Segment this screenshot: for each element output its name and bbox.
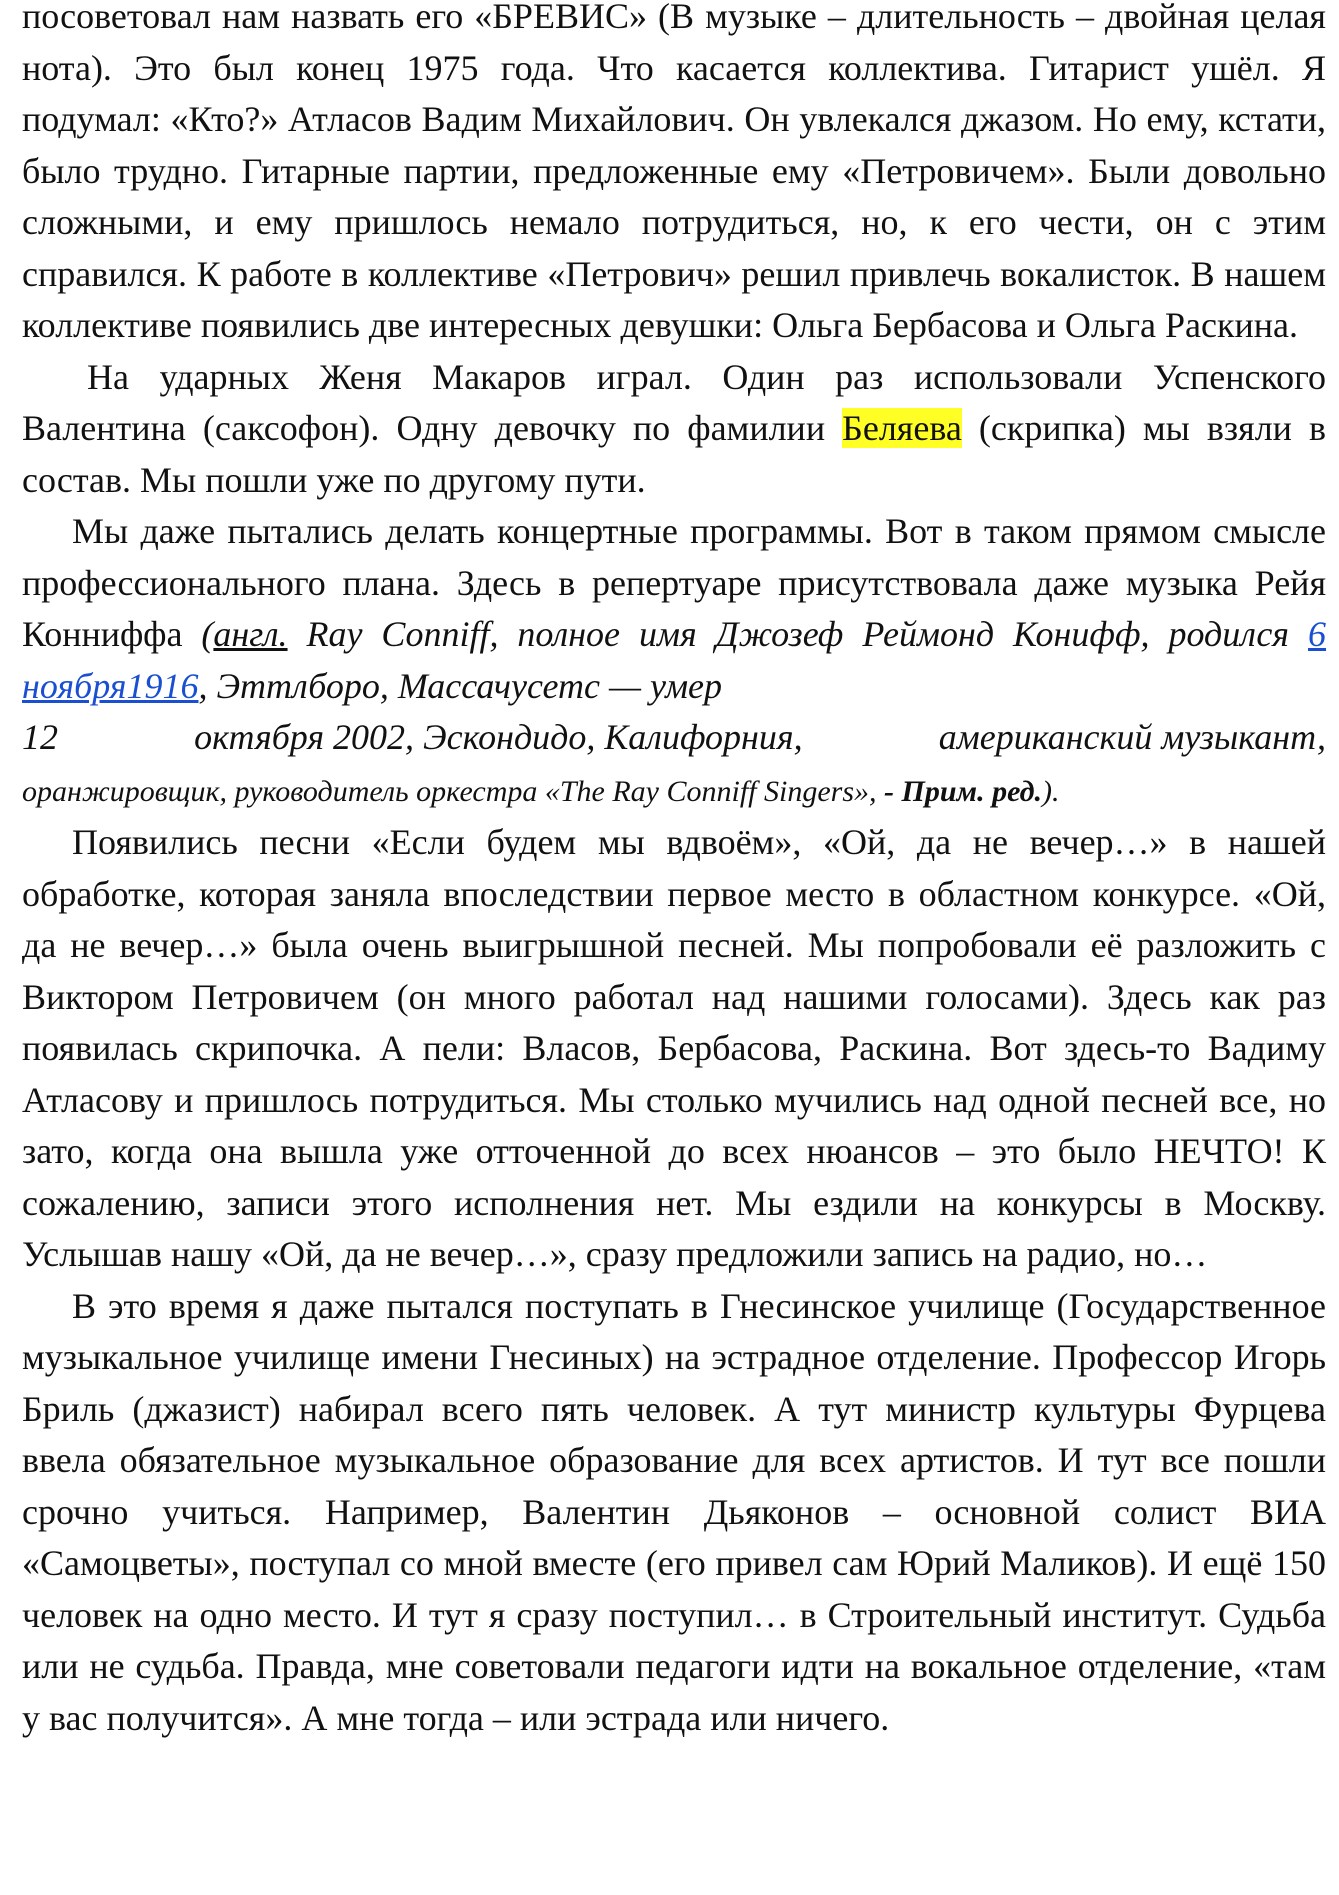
highlighted-word: Беляева: [842, 408, 962, 448]
editor-note: - Прим. ред.: [884, 774, 1043, 808]
link-birth-date[interactable]: 6 ноября1916: [22, 614, 1327, 706]
paragraph-3: [22, 506, 1326, 712]
paragraph-2-text-a: На ударных Женя Макаров играл. Один раз использовали Успенского Валентина (саксофон). Одну девочку по фамилии: [22, 356, 1326, 448]
footnote-open-paren: (: [201, 614, 214, 654]
paragraph-3-main: Мы даже пытались делать концертные программы. Вот в таком прямом смысле профессионального плана. Здесь в репертуаре присутствовала даже музыка Рейя Конниффа: [22, 511, 1326, 654]
footnote-occupation: американский музыкант,: [938, 717, 1326, 757]
paragraph-2: [22, 352, 1326, 507]
footnote-close: ).: [1042, 774, 1060, 808]
paragraph-2-text-b: (скрипка) мы взяли в состав. Мы пошли уже по другому пути.: [22, 408, 1327, 500]
footnote-text-2: , Эттлборо, Массачусетс — умер: [198, 665, 723, 706]
footnote-text-1: Ray Conniff, полное имя Джозеф Реймонд Конифф, родился: [287, 614, 1309, 654]
footnote-day: 12: [22, 717, 58, 757]
footnote-line-death-date: [22, 712, 1326, 764]
paragraph-5: В это время я даже пытался поступать в Гнесинское училище (Государственное музыкальное училище имени Гнесиных) на эстрадное отделение. Профессор Игорь Бриль (джазист) набирал всего пять человек. А тут министр культуры Фурцева ввела обязательное музыкальное образование для всех артистов. И тут все пошли срочно учиться. Например, Валентин Дьяконов – основной солист ВИА «Самоцветы», поступал со мной вместе (его привел сам Юрий Маликов). И ещё 150 человек на одно место. И тут я сразу поступил… в Строительный институт. Судьба или не судьба. Правда, мне советовали педагоги идти на вокальное отделение, «там у вас получится». А мне тогда – или эстрада или ничего.: [22, 1285, 1326, 1738]
paragraph-1: посоветовал нам назвать его «БРЕВИС» (В музыке – длительность – двойная целая нота). Это был конец 1975 года. Что касается коллектива. Гитарист ушёл. Я подумал: «Кто?» Атласов Вадим Михайлович. Он увлекался джазом. Но ему, кстати, было трудно. Гитарные партии, предложенные ему «Петровичем». Были довольно сложными, и ему пришлось немало потрудиться, но, к его чести, он с этим справился. К работе в коллективе «Петрович» решил привлечь вокалисток. В нашем коллективе появились две интересных девушки: Ольга Бербасова и Ольга Раскина.: [22, 0, 1326, 345]
footnote-small-line: [22, 764, 1326, 818]
paragraph-4: Появились песни «Если будем мы вдвоём», «Ой, да не вечер…» в нашей обработке, которая заняла впоследствии первое место в областном конкурсе. «Ой, да не вечер…» была очень выигрышной песней. Мы попробовали её разложить с Виктором Петровичем (он много работал над нашими голосами). Здесь как раз появилась скрипочка. А пели: Власов, Бербасова, Раскина. Вот здесь-то Вадиму Атласову и пришлось потрудиться. Мы столько мучились над одной песней все, но зато, когда она вышла уже отточенной до всех нюансов – это было НЕЧТО! К сожалению, записи этого исполнения нет. Мы ездили на конкурсы в Москву. Услышав нашу «Ой, да не вечер…», сразу предложили запись на радио, но…: [22, 822, 1326, 1274]
document-page: [22, 0, 1326, 1744]
footnote-death-place: октября 2002, Эскондидо, Калифорния,: [194, 717, 803, 757]
link-angl[interactable]: англ.: [213, 614, 288, 654]
footnote-small-text: оранжировщик, руководитель оркестра «The Ray Conniff Singers»,: [22, 774, 885, 808]
